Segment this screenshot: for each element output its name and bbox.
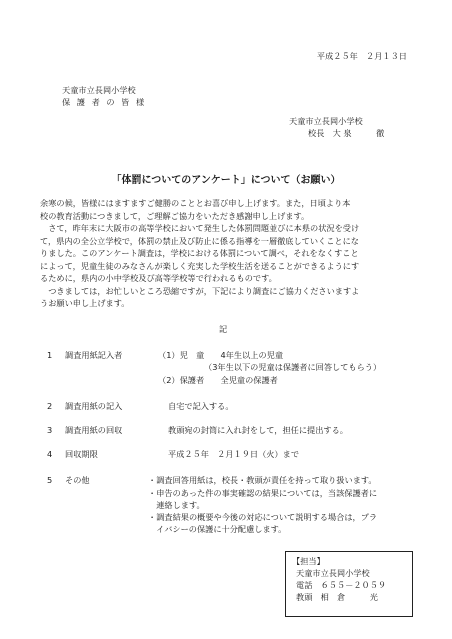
item-value: 自宅で記入する。 [168,401,234,411]
bullet-line: ・申告のあった件の事実確認の結果については，当該保護者に [148,488,378,498]
body-line: 校の教育活動につきまして，ご理解ご協力をいただき感謝申し上げます。 [40,210,310,221]
item-number: 3 [47,425,53,435]
body-line: うお願い申し上げます。 [40,298,130,308]
sender-principal: 校長 大 泉 徹 [308,128,385,138]
bullet-line: ・調査結果の概要や今後の対応について説明する場合は，プラ [148,512,378,522]
contact-phone: 電話 ６５５－２０５９ [296,580,387,590]
ki-heading: 記 [219,324,228,334]
document-date: 平成２５年 ２月１３日 [316,51,407,61]
body-line: つきましては，お忙しいところ恐縮ですが，下記により調査にご協力くださいますよ [40,285,360,296]
item-number: 5 [47,475,53,485]
recipient-school: 天童市立長岡小学校 [62,85,136,95]
body-line: によって，児童生徒のみなさんが楽しく充実した学校生活を送ることができるようにす [40,260,360,271]
body-line: りました。このアンケート調査は，学校における体罰について調べ，それをなくすこと [40,248,359,258]
item-value-line: （1）児 童 4年生以上の児童 [158,350,284,360]
sender-school: 天童市立長岡小学校 [289,116,363,126]
body-line: 余寒の候，皆様にはますますご健勝のこととお喜び申し上げます。また，日頃より本 [40,198,351,208]
item-value-line: （2）保護者 全児童の保護者 [158,375,278,385]
bullet-line: 連絡します。 [148,500,205,510]
contact-person: 教頭 相 倉 光 [296,592,378,602]
contact-school: 天童市立長岡小学校 [296,568,370,578]
contact-heading: 【担当】 [292,556,325,566]
item-label: 回収期限 [65,449,98,459]
item-label: 調査用紙の回収 [65,425,123,435]
contact-box [285,551,413,617]
item-label: 調査用紙の記入 [65,401,123,411]
item-label: 調査用紙記入者 [65,350,123,360]
body-line: て，県内の全公立学校で，体罰の禁止及び防止に係る指導を一層徹底していくことにな [40,235,359,246]
bullet-line: イバシーの保護に十分配慮します。 [148,524,287,534]
recipient-name: 保 護 者 の 皆 様 [62,97,147,107]
bullet-line: ・調査回答用紙は，校長・教頭が責任を持って取り扱います。 [148,475,377,485]
item-number: 1 [47,350,53,360]
body-line: さて，昨年末に大阪市の高等学校において発生した体罰問題並びに本県の状況を受け [40,223,360,233]
item-value: 平成２５年 ２月１９日（火）まで [168,449,300,459]
body-line: るために，県内の小中学校及び高等学校等で行われるものです。 [40,273,277,283]
item-number: 2 [47,401,53,411]
document-title: 「体罰についてのアンケート」について（お願い） [111,175,341,186]
item-value: 教頭宛の封筒に入れ封をして，担任に提出する。 [168,425,348,435]
item-label: その他 [65,475,90,485]
item-number: 4 [47,449,53,459]
body-text [40,197,418,310]
item-value-line: （3年生以下の児童は保護者に回答してもらう） [204,362,382,372]
